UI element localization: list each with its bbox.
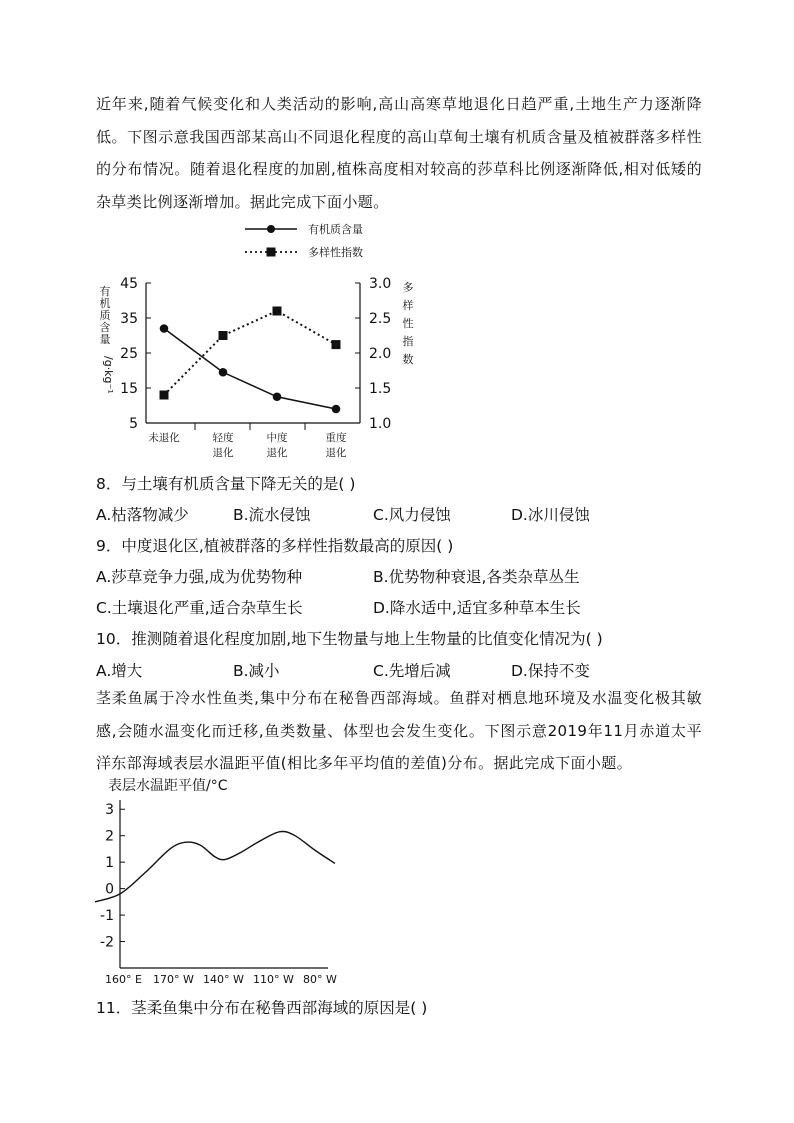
x-tick-label: 110° W bbox=[253, 973, 294, 986]
legend-label-diversity: 多样性指数 bbox=[308, 246, 363, 259]
q9-option-c[interactable]: C.土壤退化严重,适合杂草生长 bbox=[96, 599, 303, 617]
series-organic-point bbox=[273, 392, 282, 401]
q8-option-c[interactable]: C.风力侵蚀 bbox=[373, 506, 451, 524]
series-diversity-point bbox=[332, 340, 341, 349]
category-label: 退化 bbox=[325, 447, 347, 459]
q9-stem: 9．中度退化区,植被群落的多样性指数最高的原因( ) bbox=[96, 537, 454, 555]
category-label: 轻度 bbox=[212, 432, 234, 444]
soil-vegetation-chart bbox=[90, 215, 430, 465]
category-label: 未退化 bbox=[148, 432, 180, 444]
right-tick-label: 3.0 bbox=[369, 276, 392, 292]
left-tick-label: 25 bbox=[120, 346, 138, 362]
q10-option-c[interactable]: C.先增后减 bbox=[373, 662, 451, 680]
q10-option-a[interactable]: A.增大 bbox=[96, 662, 143, 680]
right-axis-title-char: 数 bbox=[402, 353, 414, 366]
category-label: 中度 bbox=[266, 432, 288, 444]
x-tick-label: 140° W bbox=[203, 973, 244, 986]
y-tick-label: -1 bbox=[100, 908, 114, 925]
series-organic-point bbox=[332, 405, 341, 414]
right-tick-label: 2.0 bbox=[369, 346, 392, 362]
q9-option-b[interactable]: B.优势物种衰退,各类杂草丛生 bbox=[373, 568, 580, 586]
series-diversity-point bbox=[160, 391, 169, 400]
series-diversity-point bbox=[219, 331, 228, 340]
category-label: 重度 bbox=[325, 432, 347, 444]
series-organic-point bbox=[160, 324, 169, 333]
category-label: 退化 bbox=[266, 447, 288, 459]
q8-option-b[interactable]: B.流水侵蚀 bbox=[233, 506, 311, 524]
x-tick-label: 170° W bbox=[153, 973, 194, 986]
intro-paragraph-2: 茎柔鱼属于冷水性鱼类,集中分布在秘鲁西部海域。鱼群对栖息地环境及水温变化极其敏感,会随水温变化而迁移,鱼类数量、体型也会发生变化。下图示意2019年11月赤道太平洋东部海域表层水温距平值(相比多年平均值的差值)分布。据此完成下面小题。 bbox=[96, 689, 702, 772]
left-axis-title-unit: /g·kg⁻¹ bbox=[102, 356, 115, 394]
right-axis-title-char: 指 bbox=[402, 335, 414, 348]
q8-option-d[interactable]: D.冰川侵蚀 bbox=[511, 506, 590, 524]
chart-title: 表层水温距平值/°C bbox=[108, 778, 228, 794]
q11-stem: 11．茎柔鱼集中分布在秘鲁西部海域的原因是( ) bbox=[96, 999, 428, 1017]
legend-label-organic: 有机质含量 bbox=[308, 223, 363, 236]
left-tick-label: 15 bbox=[120, 381, 138, 397]
right-axis-title-char: 样 bbox=[402, 299, 414, 312]
q8-option-a[interactable]: A.枯落物减少 bbox=[96, 506, 189, 524]
left-axis-title-char: 有 bbox=[99, 285, 111, 298]
q10-option-b[interactable]: B.减小 bbox=[233, 662, 280, 680]
right-axis-title-char: 性 bbox=[402, 317, 414, 330]
x-tick-label: 160° E bbox=[105, 973, 142, 986]
q8-stem: 8．与土壤有机质含量下降无关的是( ) bbox=[96, 475, 356, 493]
q9-option-d[interactable]: D.降水适中,适宜多种草本生长 bbox=[373, 599, 581, 617]
left-tick-label: 35 bbox=[120, 311, 138, 327]
left-tick-label: 45 bbox=[120, 276, 138, 292]
left-axis-title-char: 量 bbox=[99, 333, 111, 346]
y-tick-label: 3 bbox=[105, 802, 114, 819]
y-tick-label: 0 bbox=[105, 881, 114, 898]
category-label: 退化 bbox=[212, 447, 234, 459]
right-tick-label: 1.5 bbox=[369, 381, 392, 397]
right-tick-label: 1.0 bbox=[369, 416, 392, 432]
left-tick-label: 5 bbox=[129, 416, 138, 432]
x-tick-label: 80° W bbox=[303, 973, 337, 986]
q10-stem: 10．推测随着退化程度加剧,地下生物量与地上生物量的比值变化情况为( ) bbox=[96, 630, 603, 648]
left-axis-title-char: 机 bbox=[99, 297, 111, 310]
y-tick-label: 1 bbox=[105, 855, 114, 872]
right-tick-label: 2.5 bbox=[369, 311, 392, 327]
series-organic-point bbox=[219, 368, 228, 377]
right-axis-title-char: 多 bbox=[402, 281, 414, 294]
series-diversity-line bbox=[164, 311, 336, 395]
left-axis-title-char: 质 bbox=[99, 309, 111, 322]
q10-option-d[interactable]: D.保持不变 bbox=[511, 662, 590, 680]
legend-marker-diversity bbox=[267, 248, 276, 257]
y-tick-label: 2 bbox=[105, 828, 114, 845]
intro-paragraph-1: 近年来,随着气候变化和人类活动的影响,高山高寒草地退化日趋严重,土地生产力逐渐降低。下图示意我国西部某高山不同退化程度的高山草甸土壤有机质含量及植被群落多样性的分布情况。随着退化程度的加剧,植株高度相对较高的莎草科比例逐渐降低,相对低矮的杂草类比例逐渐增加。据此完成下面小题。 bbox=[96, 95, 702, 211]
sst-anomaly-curve bbox=[95, 828, 335, 901]
y-tick-label: -2 bbox=[100, 934, 114, 951]
sst-anomaly-chart bbox=[90, 776, 350, 988]
legend-marker-organic bbox=[267, 225, 275, 233]
series-diversity-point bbox=[273, 307, 282, 316]
left-axis-title-char: 含 bbox=[99, 321, 111, 334]
q9-option-a[interactable]: A.莎草竞争力强,成为优势物种 bbox=[96, 568, 303, 586]
